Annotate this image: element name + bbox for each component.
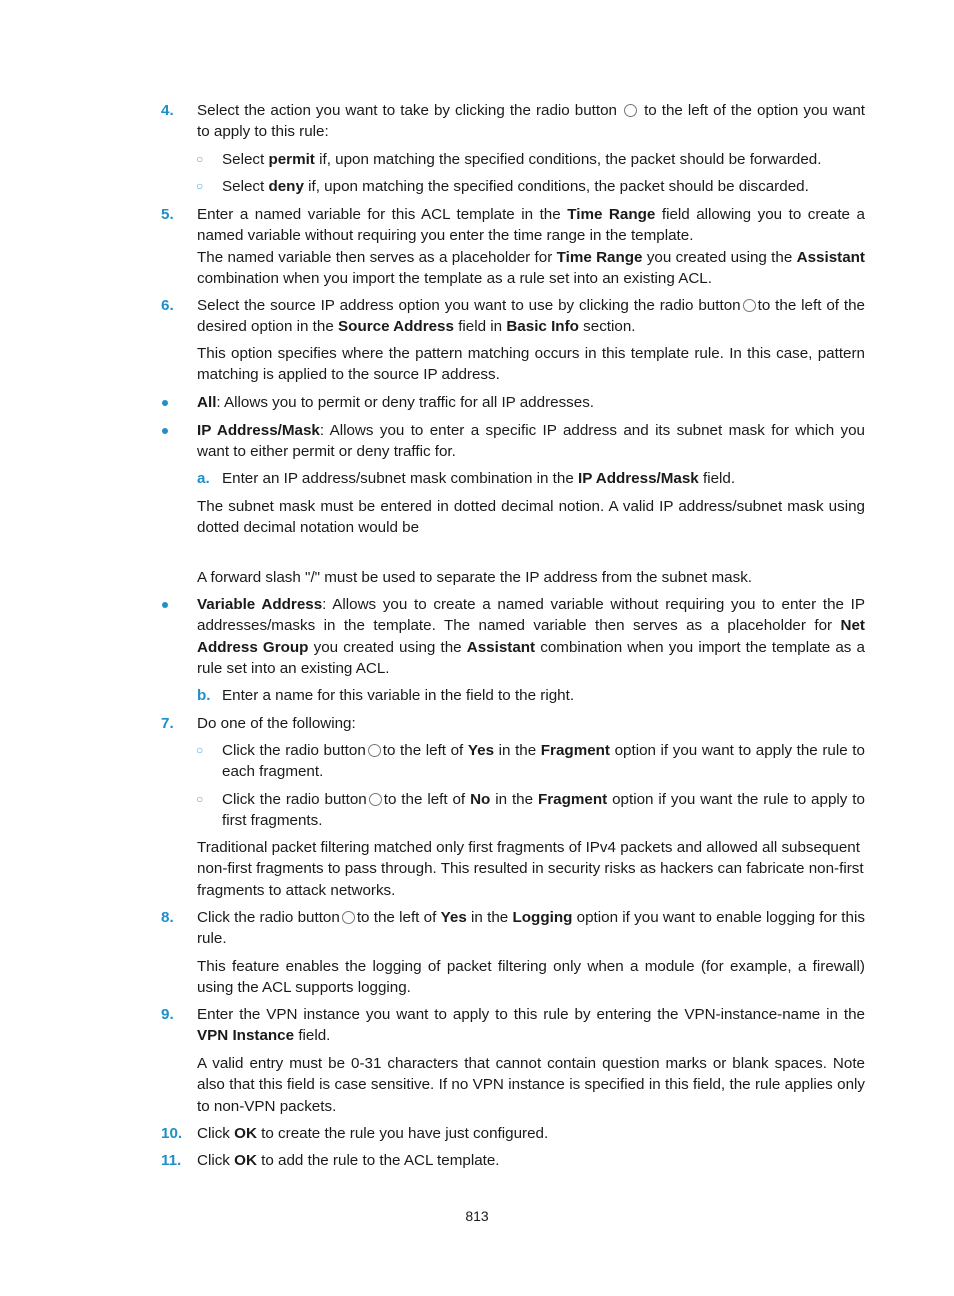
sub-step-b-text: Enter a name for this variable in the field to the right. <box>222 687 575 704</box>
step-7-text: Do one of the following: <box>197 715 356 732</box>
step-8-text: Click the radio button to the left of Yes in the Logging option if you want to enable logging for this rule. <box>197 909 865 948</box>
step-4-text: Select the action you want to take by clicking the radio button to the left of the option you want to apply to this rule: <box>197 102 865 141</box>
step-number: 10. <box>161 1125 183 1142</box>
step-7b-text: Click the radio button to the left of No in the Fragment option if you want the rule to apply to first fragments. <box>222 791 865 830</box>
ip-mask-option-text: IP Address/Mask: Allows you to enter a specific IP address and its subnet mask for which you want to either permit or deny traffic for. <box>197 422 865 461</box>
radio-button-icon <box>368 744 381 757</box>
bullet-dot-icon <box>162 400 168 406</box>
step-10-text: Click OK to create the rule you have just configured. <box>197 1125 549 1142</box>
hollow-circle-icon: ○ <box>196 179 204 193</box>
radio-button-icon <box>342 911 355 924</box>
hollow-circle-icon: ○ <box>196 792 204 806</box>
page-number: 813 <box>465 1208 489 1224</box>
step-5-text: Enter a named variable for this ACL template in the Time Range field allowing you to create a named variable without requiring you enter the time range in the template. The named variable then serves as a placeholder for Time Range you created using the Assistant combination when you import the template as a rule set into an existing ACL. <box>197 206 865 287</box>
step-number: 5. <box>161 206 174 223</box>
step-4a-text: Select permit if, upon matching the specified conditions, the packet should be forwarded. <box>222 151 822 168</box>
sub-step-a-text: Enter an IP address/subnet mask combination in the IP Address/Mask field. <box>222 470 736 487</box>
step-number: 7. <box>161 715 174 732</box>
step-9-text: Enter the VPN instance you want to apply to this rule by entering the VPN-instance-name in the VPN Instance field. <box>197 1006 865 1045</box>
radio-button-icon <box>624 104 637 117</box>
subnet-note: The subnet mask must be entered in dotted decimal notion. A valid IP address/subnet mask using dotted decimal notation would be <box>197 498 865 537</box>
sub-step-letter: a. <box>197 470 210 487</box>
hollow-circle-icon: ○ <box>196 152 204 166</box>
step-11-text: Click OK to add the rule to the ACL template. <box>197 1152 500 1169</box>
hollow-circle-icon: ○ <box>196 743 204 757</box>
step-7-note: Traditional packet filtering matched only first fragments of IPv4 packets and allowed all subsequent non-first fragments to pass through. This resulted in security risks as hackers can fabricate non-first fragments to attack networks. <box>197 839 864 899</box>
bullet-dot-icon <box>162 428 168 434</box>
step-6-note: This option specifies where the pattern matching occurs in this template rule. In this case, pattern matching is applied to the source IP address. <box>197 345 865 384</box>
step-number: 8. <box>161 909 174 926</box>
slash-note: A forward slash "/" must be used to separate the IP address from the subnet mask. <box>197 569 753 586</box>
radio-button-icon <box>369 793 382 806</box>
bullet-dot-icon <box>162 602 168 608</box>
step-4b-text: Select deny if, upon matching the specified conditions, the packet should be discarded. <box>222 178 809 195</box>
all-option-text: All: Allows you to permit or deny traffic for all IP addresses. <box>197 394 595 411</box>
sub-step-letter: b. <box>197 687 211 704</box>
radio-button-icon <box>743 299 756 312</box>
step-number: 4. <box>161 102 174 119</box>
step-number: 11. <box>161 1152 182 1169</box>
step-7a-text: Click the radio button to the left of Yes in the Fragment option if you want to apply the rule to each fragment. <box>222 742 865 781</box>
variable-address-option-text: Variable Address: Allows you to create a named variable without requiring you to enter the IP addresses/masks in the template. The named variable then serves as a placeholder for Net Address Group you created using the Assistant combination when you import the template as a rule set into an existing ACL. <box>197 596 866 677</box>
step-6-text: Select the source IP address option you want to use by clicking the radio button to the left of the desired option in the Source Address field in Basic Info section. <box>197 297 865 336</box>
step-number: 9. <box>161 1006 174 1023</box>
step-9-note: A valid entry must be 0-31 characters that cannot contain question marks or blank spaces. Note also that this field is case sensitive. If no VPN instance is specified in this field, the rule applies only to non-VPN packets. <box>197 1055 865 1115</box>
step-number: 6. <box>161 297 174 314</box>
step-8-note: This feature enables the logging of packet filtering only when a module (for example, a firewall) using the ACL supports logging. <box>197 958 865 997</box>
